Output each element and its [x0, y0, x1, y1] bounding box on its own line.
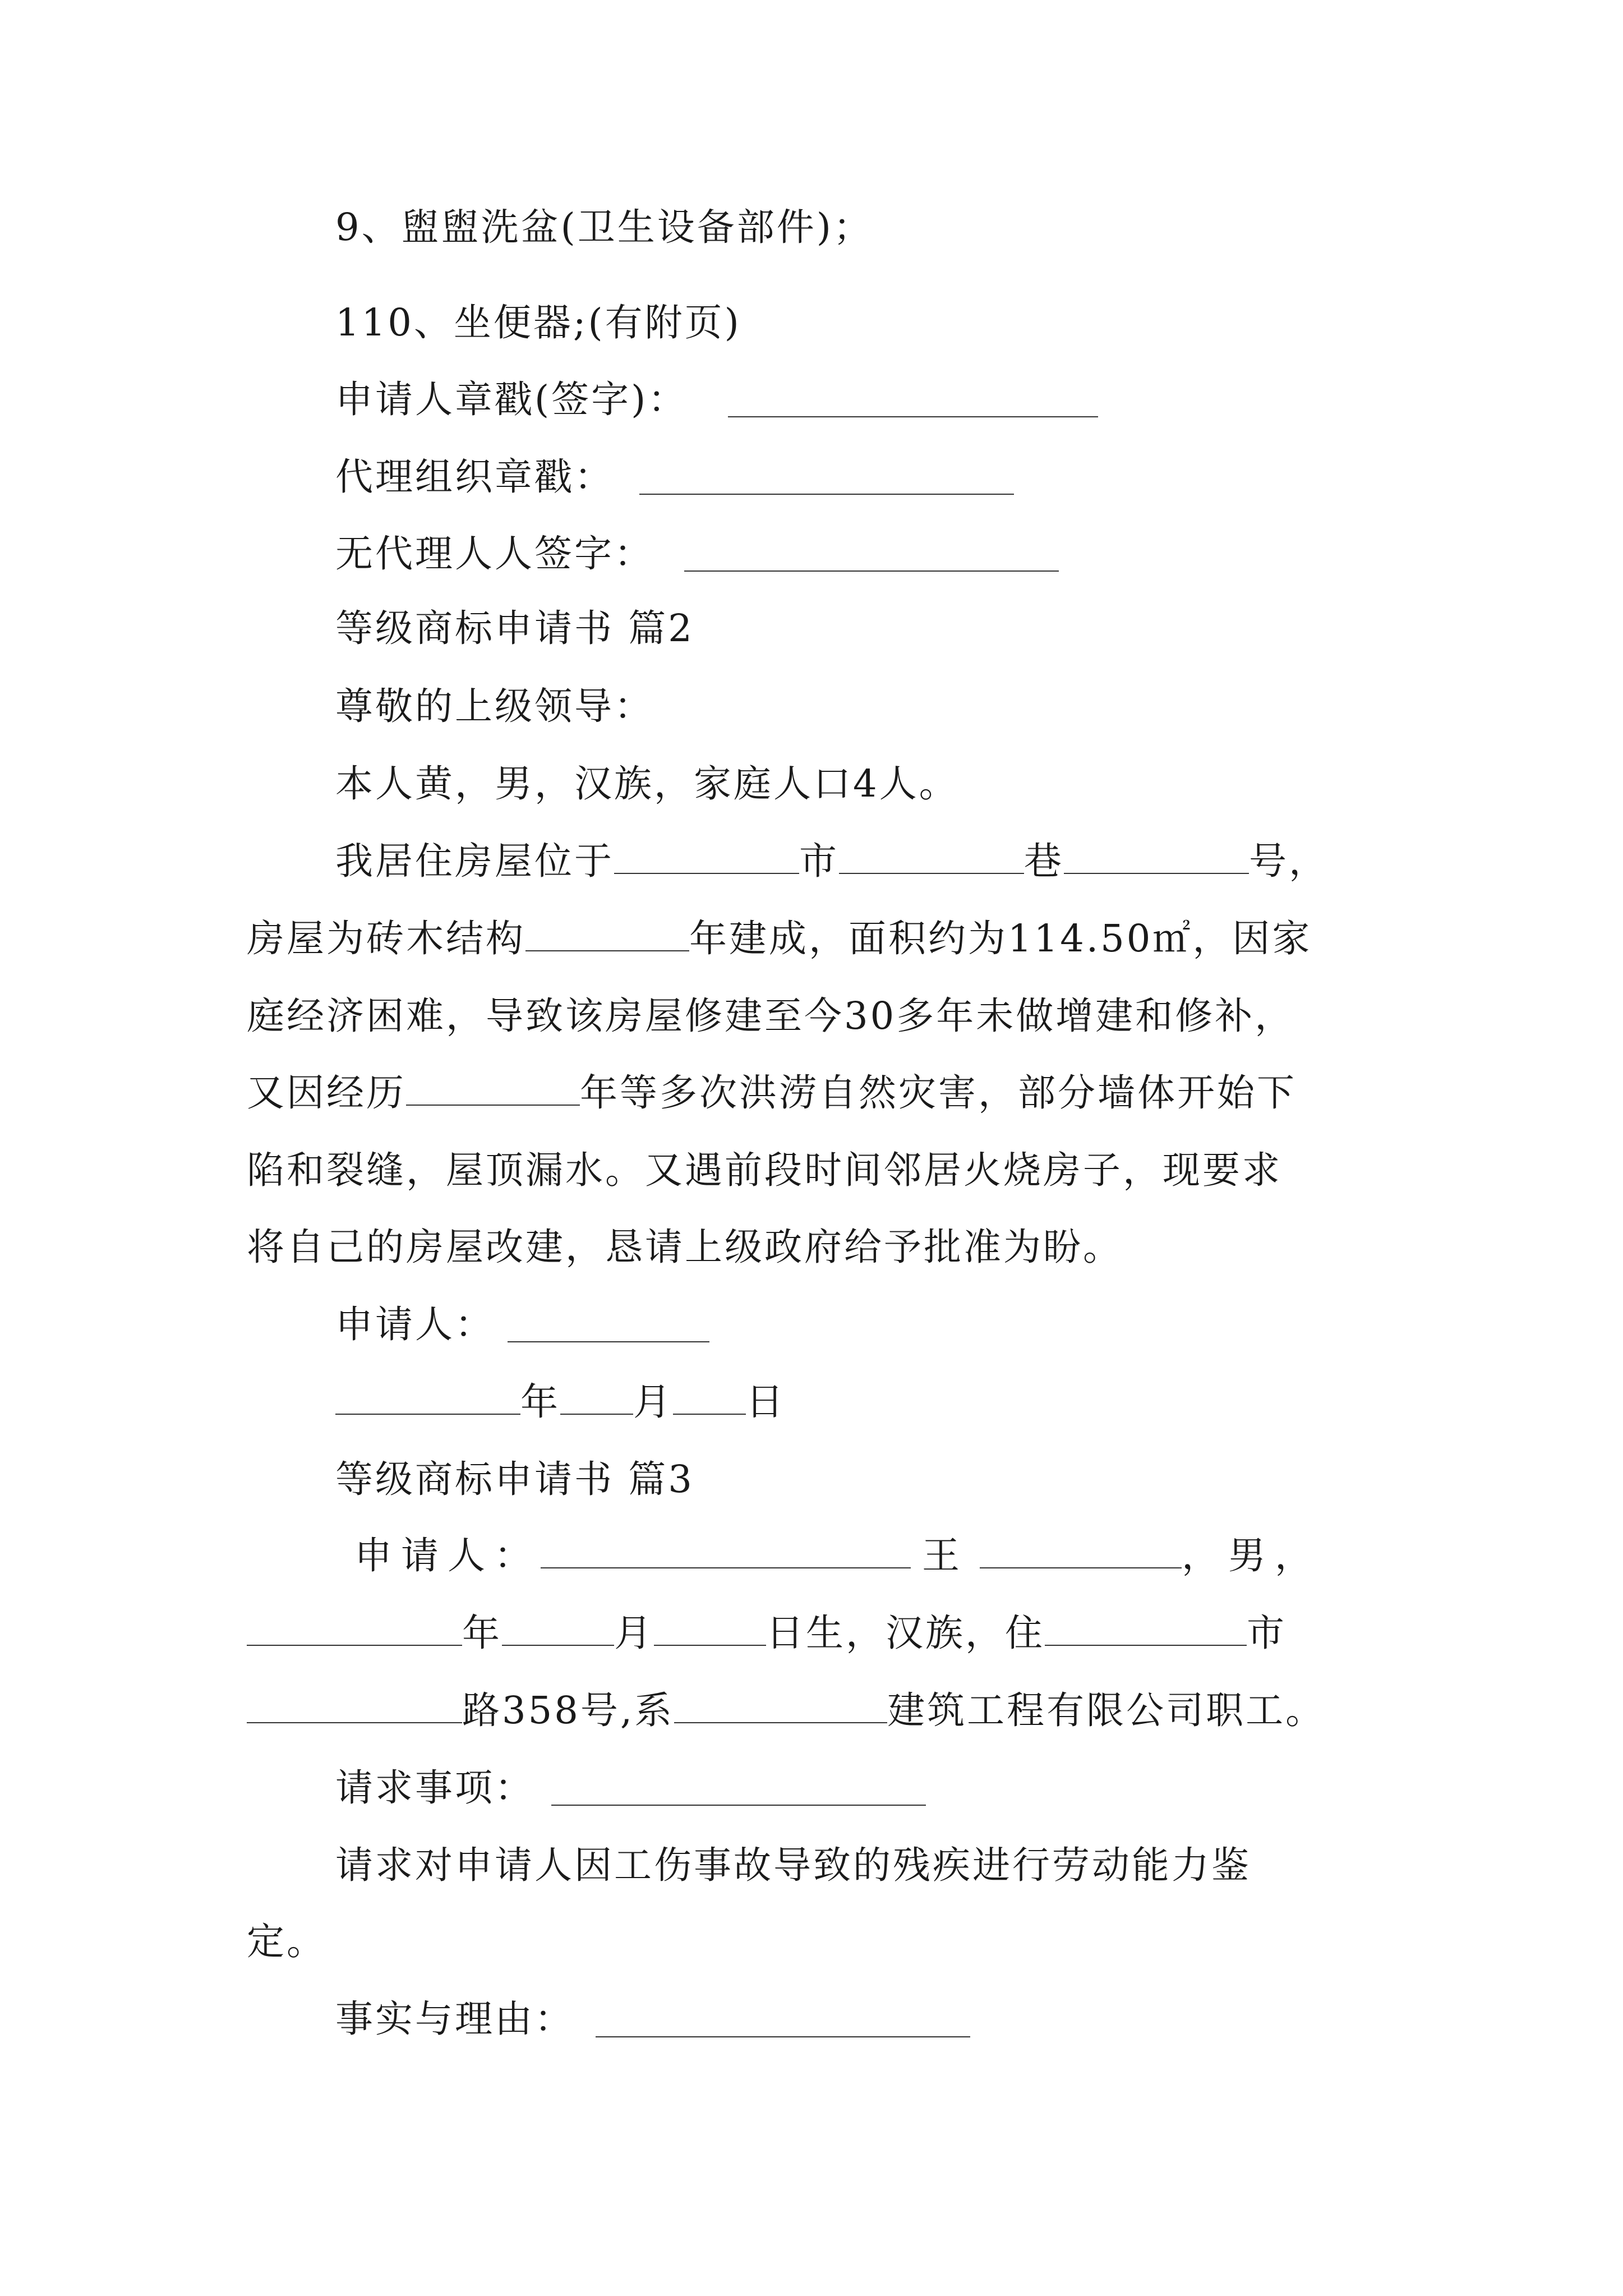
text-segment: 房屋为砖木结构 [247, 917, 525, 960]
text-segment: 月 [633, 1380, 673, 1424]
text-segment: 年建成，面积约为114.50㎡，因家 [689, 917, 1312, 960]
text-segment: 市 [799, 839, 839, 883]
salutation: 尊敬的上级领导： [335, 684, 654, 728]
text-segment: 建筑工程有限公司职工。 [887, 1688, 1326, 1732]
text-line [247, 1068, 1297, 1118]
text-segment: 号， [1249, 839, 1329, 883]
text-line [247, 1685, 1325, 1736]
text-segment: 巷 [1024, 839, 1064, 883]
text-line: 请求事项： [335, 1766, 534, 1810]
signature-blank [596, 2036, 970, 2037]
signature-blank [639, 494, 1014, 495]
text-segment: 申请人： [354, 1534, 541, 1577]
text-line [335, 836, 1329, 886]
fill-blank [541, 1534, 911, 1568]
text-segment: ，男， [1182, 1534, 1321, 1577]
text-line: 本人黄，男，汉族，家庭人口4人。 [335, 762, 959, 806]
text-line: 庭经济困难，导致该房屋修建至今30多年未做增建和修补， [247, 994, 1295, 1038]
text-line: 请求对申请人因工伤事故导致的残疾进行劳动能力鉴 [335, 1843, 1251, 1887]
text-line: 事实与理由： [335, 1997, 574, 2041]
fill-blank [335, 1380, 520, 1415]
date-line [335, 1377, 786, 1427]
text-line: 定。 [247, 1920, 326, 1963]
signature-blank [508, 1341, 709, 1342]
signature-blank [551, 1805, 926, 1806]
section-heading: 等级商标申请书 篇2 [335, 606, 694, 650]
text-segment: 王 [922, 1534, 969, 1577]
fill-blank [247, 1688, 462, 1723]
text-segment: 我居住房屋位于 [335, 839, 614, 883]
fill-blank [525, 917, 689, 951]
text-segment: 路358号,系 [462, 1688, 675, 1732]
fill-blank [614, 839, 799, 874]
text-line: 陷和裂缝，屋顶漏水。又遇前段时间邻居火烧房子，现要求 [247, 1148, 1282, 1192]
text-line: 代理组织章戳： [335, 455, 614, 499]
text-segment: 日 [746, 1380, 786, 1424]
section-heading: 等级商标申请书 篇3 [335, 1457, 694, 1501]
fill-blank [560, 1380, 633, 1415]
text-line: 无代理人人签字： [335, 532, 654, 576]
text-line [247, 913, 1312, 964]
text-line: 9、盥盥洗盆(卫生设备部件)； [335, 205, 873, 249]
text-line: 申请人： [335, 1303, 495, 1346]
fill-blank [654, 1611, 766, 1646]
fill-blank [406, 1071, 580, 1106]
text-segment: 年 [520, 1380, 560, 1424]
text-segment: 月 [614, 1611, 654, 1655]
text-segment: 日生，汉族，住 [766, 1611, 1045, 1655]
signature-blank [728, 416, 1098, 417]
fill-blank [1064, 839, 1249, 874]
text-segment: 市 [1247, 1611, 1287, 1655]
text-segment: 年 [462, 1611, 502, 1655]
fill-blank [502, 1611, 614, 1646]
signature-blank [684, 570, 1059, 572]
text-line: 申请人章戳(签字)： [335, 378, 688, 421]
text-segment: 又因经历 [247, 1071, 406, 1115]
fill-blank [673, 1380, 746, 1415]
text-segment: 年等多次洪涝自然灾害，部分墙体开始下 [580, 1071, 1297, 1115]
fill-blank [839, 839, 1024, 874]
text-line: 将自己的房屋改建，恳请上级政府给予批准为盼。 [247, 1225, 1123, 1269]
fill-blank [247, 1611, 462, 1646]
fill-blank [674, 1688, 887, 1723]
fill-blank [980, 1534, 1182, 1568]
text-line: 110、坐便器;(有附页) [335, 301, 741, 344]
text-line [354, 1530, 1321, 1581]
fill-blank [1045, 1611, 1247, 1646]
text-line [247, 1608, 1287, 1658]
